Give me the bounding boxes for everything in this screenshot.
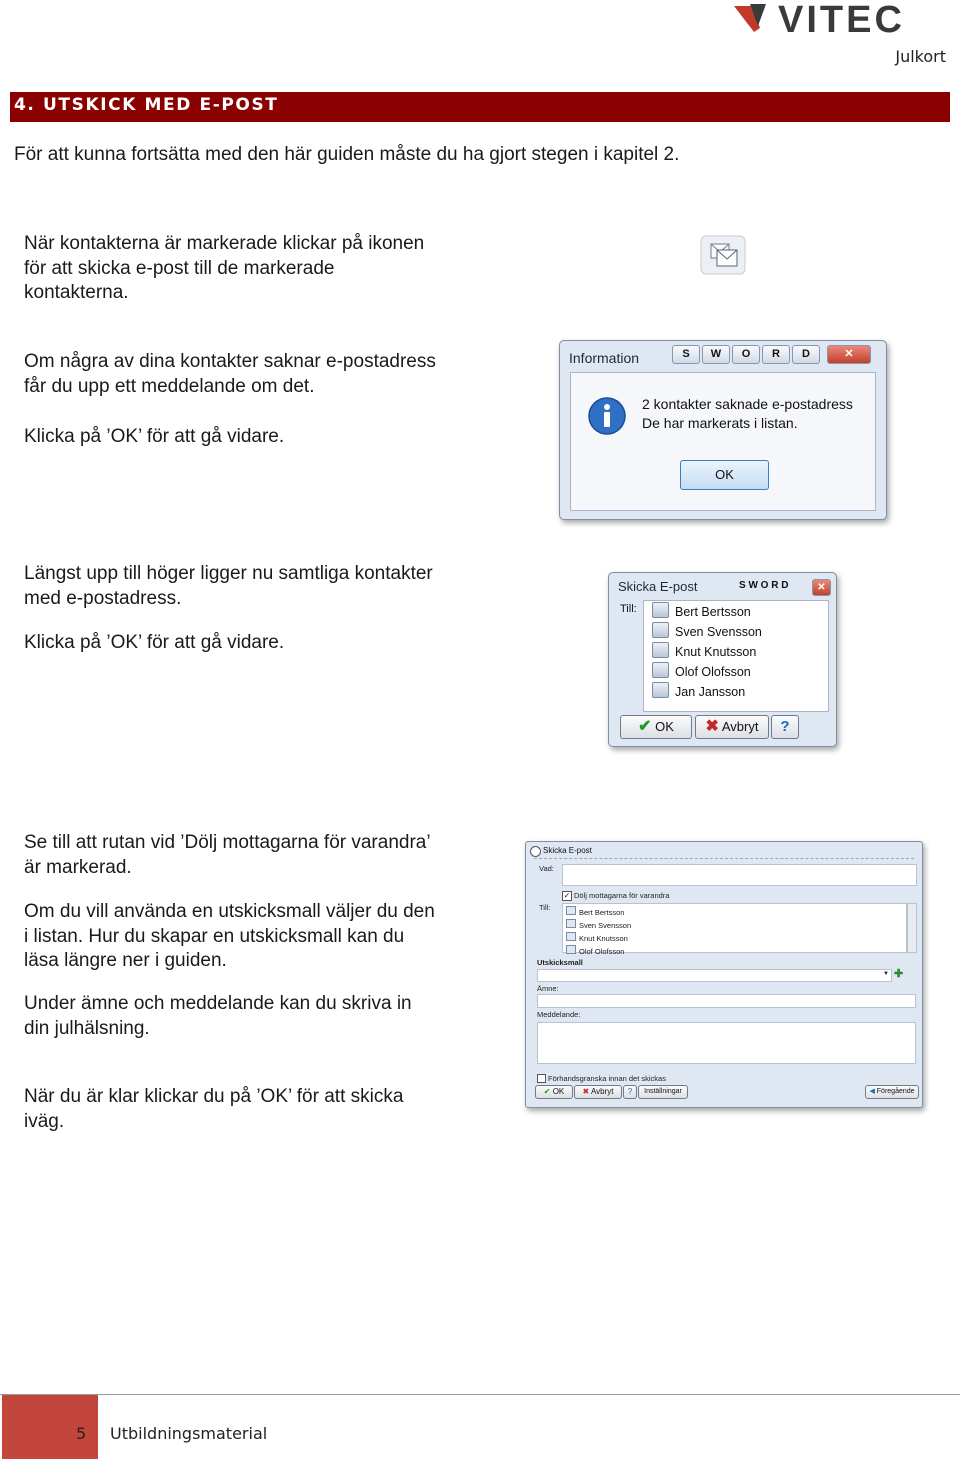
check-icon: ✔ bbox=[543, 1087, 551, 1096]
cross-icon: ✖ bbox=[582, 1087, 590, 1096]
cross-icon: ✖ bbox=[705, 718, 719, 735]
recipient-scrollbar[interactable] bbox=[907, 903, 917, 953]
hide-recipients-label: Dölj mottagarna för varandra bbox=[574, 891, 670, 900]
dialog-title: Skicka E-post bbox=[543, 846, 592, 855]
ok-button[interactable]: ✔ OK bbox=[620, 715, 692, 739]
step3-action: Klicka på ’OK’ för att gå vidare. bbox=[24, 632, 285, 653]
cancel-button[interactable]: ✖ Avbryt bbox=[574, 1085, 622, 1099]
sword-r-button[interactable]: R bbox=[762, 345, 790, 364]
template-select[interactable] bbox=[537, 969, 892, 982]
contact-item[interactable]: Bert Bertsson bbox=[652, 602, 751, 622]
step2-text: Om några av dina kontakter saknar e-postadress får du upp ett meddelande om det. bbox=[24, 351, 436, 397]
sword-o-button[interactable]: O bbox=[732, 345, 760, 364]
information-dialog bbox=[559, 340, 887, 520]
info-icon bbox=[587, 396, 627, 436]
contact-item[interactable]: Sven Svensson bbox=[566, 919, 631, 932]
message-label: Meddelande: bbox=[537, 1010, 581, 1019]
recipient-list[interactable] bbox=[562, 903, 907, 956]
step4-text-3: Under ämne och meddelande kan du skriva in din julhälsning. bbox=[24, 993, 412, 1039]
sword-w-button[interactable]: W bbox=[702, 345, 730, 364]
template-label: Utskicksmall bbox=[537, 958, 583, 967]
contact-item[interactable]: Knut Knutsson bbox=[566, 932, 631, 945]
contact-icon bbox=[652, 682, 669, 698]
subject-label: Ämne: bbox=[537, 984, 559, 993]
back-arrow-icon: ◀ bbox=[869, 1088, 875, 1095]
help-button[interactable]: ? bbox=[623, 1085, 637, 1099]
settings-button[interactable]: Inställningar bbox=[638, 1085, 688, 1099]
contact-icon bbox=[652, 622, 669, 638]
send-email-button[interactable] bbox=[699, 232, 749, 278]
ok-button[interactable]: OK bbox=[680, 460, 769, 490]
from-label: Vad: bbox=[539, 864, 554, 873]
help-button[interactable] bbox=[771, 715, 799, 739]
contact-item[interactable]: Knut Knutsson bbox=[652, 642, 756, 662]
contact-icon bbox=[652, 602, 669, 618]
window-icon bbox=[530, 846, 541, 857]
contact-item[interactable]: Olof Olofsson bbox=[652, 662, 751, 682]
recipient-list[interactable] bbox=[643, 600, 829, 712]
add-template-icon[interactable]: ✚ bbox=[894, 968, 904, 980]
title-divider bbox=[534, 858, 914, 859]
help-icon: ? bbox=[780, 718, 790, 735]
subject-input[interactable] bbox=[537, 994, 916, 1008]
step2-action: Klicka på ’OK’ för att gå vidare. bbox=[24, 426, 285, 447]
from-field[interactable] bbox=[562, 864, 917, 886]
dialog-body bbox=[570, 372, 876, 511]
vitec-logo bbox=[730, 0, 952, 38]
full-send-email-dialog bbox=[525, 841, 923, 1108]
to-label: Till: bbox=[539, 903, 551, 912]
dialog-message: 2 kontakter saknade e-postadress De har markerats i listan. bbox=[642, 396, 853, 431]
step3-text: Längst upp till höger ligger nu samtliga kontakter med e-postadress. bbox=[24, 563, 433, 609]
close-button[interactable]: ✕ bbox=[812, 579, 831, 596]
step4-text-1: Se till att rutan vid ’Dölj mottagarna för varandra’ är markerad. bbox=[24, 832, 431, 878]
contact-item[interactable]: Jan Jansson bbox=[652, 682, 745, 702]
to-label: Till: bbox=[620, 603, 637, 615]
preview-checkbox[interactable] bbox=[537, 1074, 546, 1083]
hide-recipients-checkbox[interactable]: ✓ bbox=[563, 891, 571, 900]
page-number: 5 bbox=[76, 1424, 87, 1443]
intro-text: För att kunna fortsätta med den här guiden måste du ha gjort stegen i kapitel 2. bbox=[14, 144, 680, 165]
section-title: 4. UTSKICK MED E-POST bbox=[14, 95, 279, 115]
send-email-icon bbox=[699, 232, 749, 278]
document-tag: Julkort bbox=[895, 47, 946, 66]
contact-item[interactable]: Sven Svensson bbox=[652, 622, 762, 642]
step1-text: När kontakterna är markerade klickar på ikonen för att skicka e-post till de markerade kontakterna. bbox=[24, 233, 425, 303]
contact-icon bbox=[652, 642, 669, 658]
dialog-title: Information bbox=[569, 350, 640, 366]
preview-label: Förhandsgranska innan det skickas bbox=[548, 1074, 666, 1083]
ok-button[interactable]: ✔ OK bbox=[535, 1085, 573, 1099]
contact-list bbox=[566, 906, 631, 958]
cancel-button[interactable]: ✖ Avbryt bbox=[695, 715, 769, 739]
contact-item[interactable]: Olof Olofsson bbox=[566, 945, 631, 958]
send-email-dialog bbox=[608, 572, 837, 747]
sword-label: S W O R D bbox=[739, 580, 789, 591]
sword-s-button[interactable]: S bbox=[672, 345, 700, 364]
footer-divider bbox=[0, 1394, 960, 1395]
sword-d-button[interactable]: D bbox=[792, 345, 820, 364]
message-textarea[interactable] bbox=[537, 1022, 916, 1064]
close-button[interactable]: ✕ bbox=[827, 345, 871, 364]
previous-button[interactable]: ◀ Föregående bbox=[865, 1085, 919, 1099]
footer-label: Utbildningsmaterial bbox=[110, 1424, 268, 1443]
dialog-title: Skicka E-post bbox=[618, 579, 698, 594]
step4-text-2: Om du vill använda en utskicksmall väljer du den i listan. Hur du skapar en utskicksmall kan du läsa längre ner i guiden. bbox=[24, 901, 435, 971]
brand-wordmark: VITEC bbox=[778, 0, 905, 38]
contact-icon bbox=[652, 662, 669, 678]
contact-item[interactable]: Bert Bertsson bbox=[566, 906, 631, 919]
check-icon: ✔ bbox=[638, 718, 652, 735]
step5-text: När du är klar klickar du på ’OK’ för att skicka iväg. bbox=[24, 1086, 404, 1132]
dropdown-arrow-icon: ▼ bbox=[883, 971, 889, 977]
